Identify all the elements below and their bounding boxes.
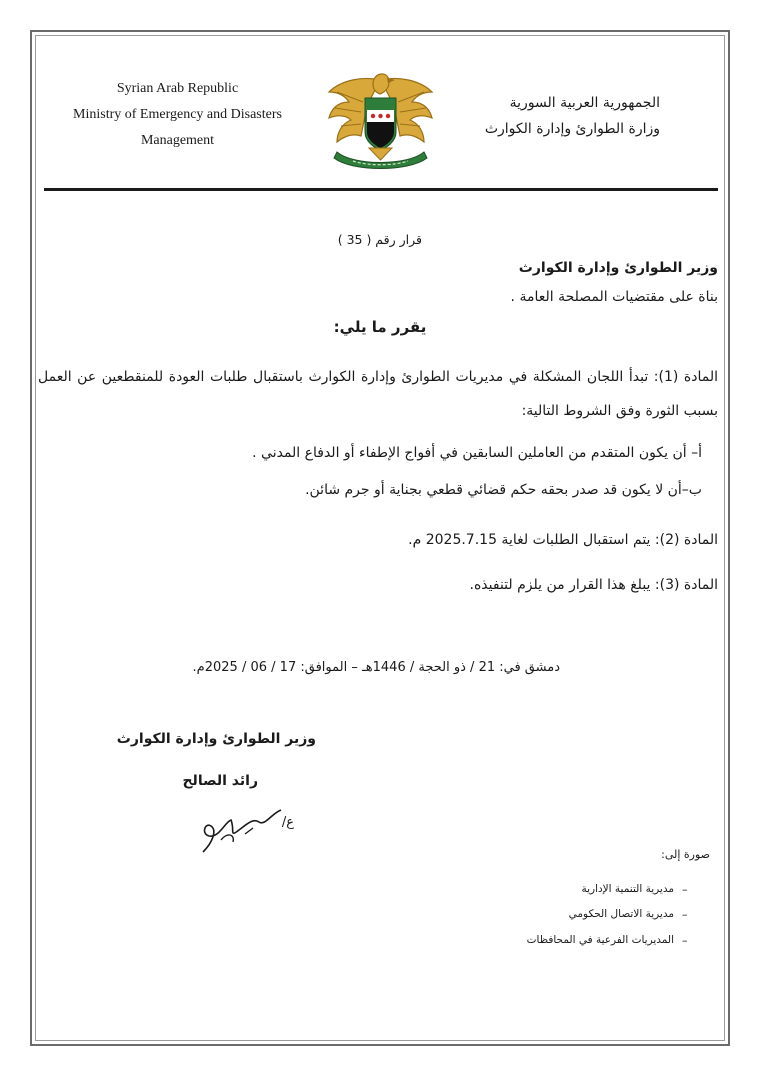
ar-line-1: الجمهورية العربية السورية — [509, 95, 660, 111]
cc-item: المديريات الفرعية في المحافظات — [526, 934, 674, 946]
en-line-3: Management — [140, 133, 215, 148]
basis-line: بناة على مقتضيات المصلحة العامة . — [510, 289, 718, 305]
decree-number: قرار رقم ( 35 ) — [337, 232, 422, 247]
signature-prefix: ع/ — [281, 815, 294, 830]
decides-heading: يقرر ما يلي: — [333, 318, 427, 336]
article-3: المادة (3): يبلغ هذا القرار من يلزم لتنفيذه. — [469, 577, 718, 593]
minister-title: وزير الطوارئ وإدارة الكوارث — [518, 260, 718, 276]
handwritten-signature-icon — [195, 800, 290, 860]
ar-line-2: وزارة الطوارئ وإدارة الكوارث — [484, 121, 660, 137]
article-1: المادة (1): تبدأ اللجان المشكلة في مديريات الطوارئ وإدارة الكوارث باستقبال طلبات العودة للمنقطعين عن العمل بسبب الثورة وفق الشروط التالية: — [38, 369, 719, 419]
en-line-2: Ministry of Emergency and Disasters — [73, 107, 282, 122]
date-line: دمشق في: 21 / ذو الحجة / 1446هـ – الموافق: 17 / 06 / 2025م. — [192, 660, 560, 675]
en-line-1: Syrian Arab Republic — [116, 81, 239, 96]
article-2: المادة (2): يتم استقبال الطلبات لغاية 2025.7.15 م. — [408, 532, 718, 548]
cc-title: صورة إلى: — [661, 848, 710, 861]
english-header — [55, 76, 300, 154]
header-divider — [44, 188, 718, 191]
signature-title: وزير الطوارئ وإدارة الكوارث — [116, 731, 316, 747]
cc-dash: – — [682, 934, 688, 947]
condition-b: ب–أن لا يكون قد صدر بحقه حكم قضائي قطعي بجناية أو جرم شائن. — [305, 482, 702, 498]
cc-dash: – — [682, 908, 688, 921]
cc-item: مديرية الاتصال الحكومي — [568, 908, 674, 920]
cc-dash: – — [682, 883, 688, 896]
signature-name: رائد الصالح — [182, 773, 258, 789]
cc-item: مديرية التنمية الإدارية — [581, 883, 674, 895]
arabic-header — [470, 90, 660, 142]
condition-a: أ– أن يكون المتقدم من العاملين السابقين في أفواج الإطفاء أو الدفاع المدني . — [252, 445, 702, 461]
eagle-emblem-icon — [323, 62, 438, 174]
